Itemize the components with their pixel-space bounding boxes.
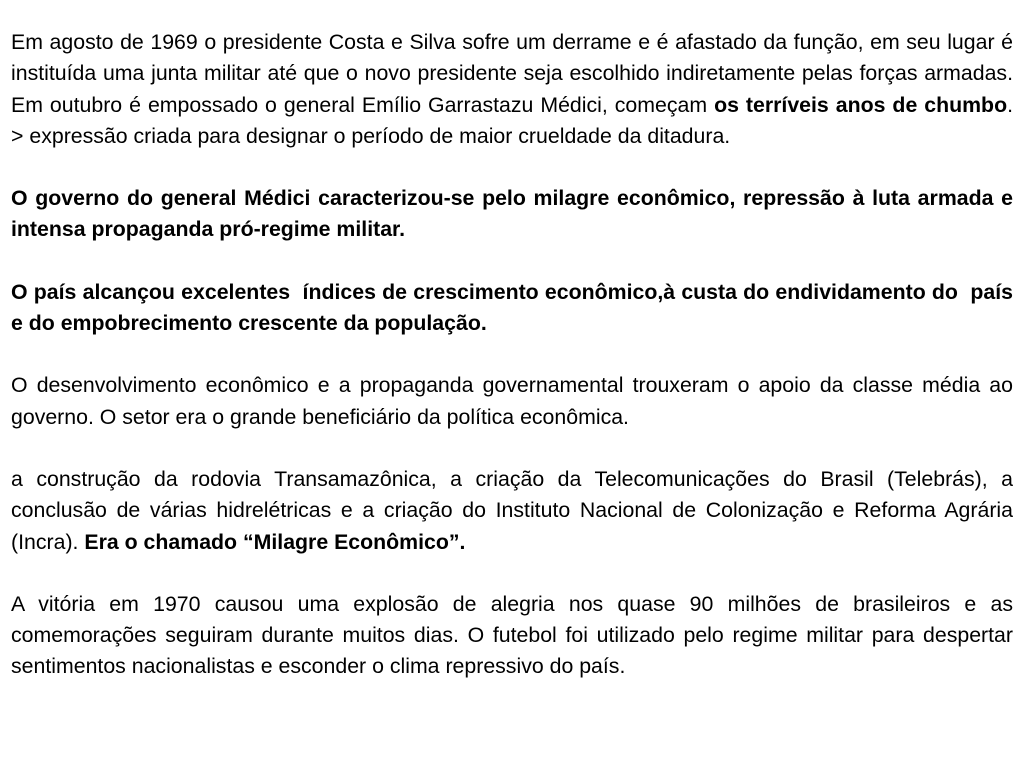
paragraph-classe-media: O desenvolvimento econômico e a propaganda governamental trouxeram o apoio da classe média ao governo. O setor era o grande beneficiário da política econômica. [11, 373, 1019, 429]
paragraph-crescimento-economico: O país alcançou excelentes índices de crescimento econômico,à custa do endividamento do país e do empobrecimento crescente da população. [11, 279, 1019, 336]
paragraph-copa-1970: A vitória em 1970 causou uma explosão de alegria nos quase 90 milhões de brasileiros e as comemorações seguiram durante muitos dias. O futebol foi utilizado pelo regime militar para despertar sentimentos nacionalistas e esconder o clima repressivo do país. [11, 591, 1019, 679]
paragraph-text: a construção da rodovia Transamazônica, a criação da Telecomunicações do Brasil (Telebrás), a conclusão de várias hidrelétricas e a criação do Instituto Nacional de Colonização e Reforma Agrária (Incra). [11, 466, 1019, 554]
paragraph-text: Em agosto de 1969 o presidente Costa e Silva sofre um derrame e é afastado da função, em seu lugar é instituída uma junta militar até que o novo presidente seja escolhido indiretamente pelas forças armadas. Em outubro é empossado o general Emílio Garrastazu Médici, começam [11, 30, 1019, 117]
paragraph-governo-medici: O governo do general Médici caracterizou-se pelo milagre econômico, repressão à luta armada e intensa propaganda pró-regime militar. [11, 186, 1019, 242]
slide-content [11, 27, 1019, 714]
paragraph-text: . > expressão criada para designar o período de maior crueldade da ditadura. [11, 92, 1019, 148]
paragraph-medici-intro [11, 27, 1019, 152]
paragraph-obras [11, 464, 1019, 558]
bold-phrase-anos-de-chumbo: os terríveis anos de chumbo [714, 92, 1008, 117]
bold-phrase-milagre-economico: Era o chamado “Milagre Econômico”. [84, 529, 466, 554]
